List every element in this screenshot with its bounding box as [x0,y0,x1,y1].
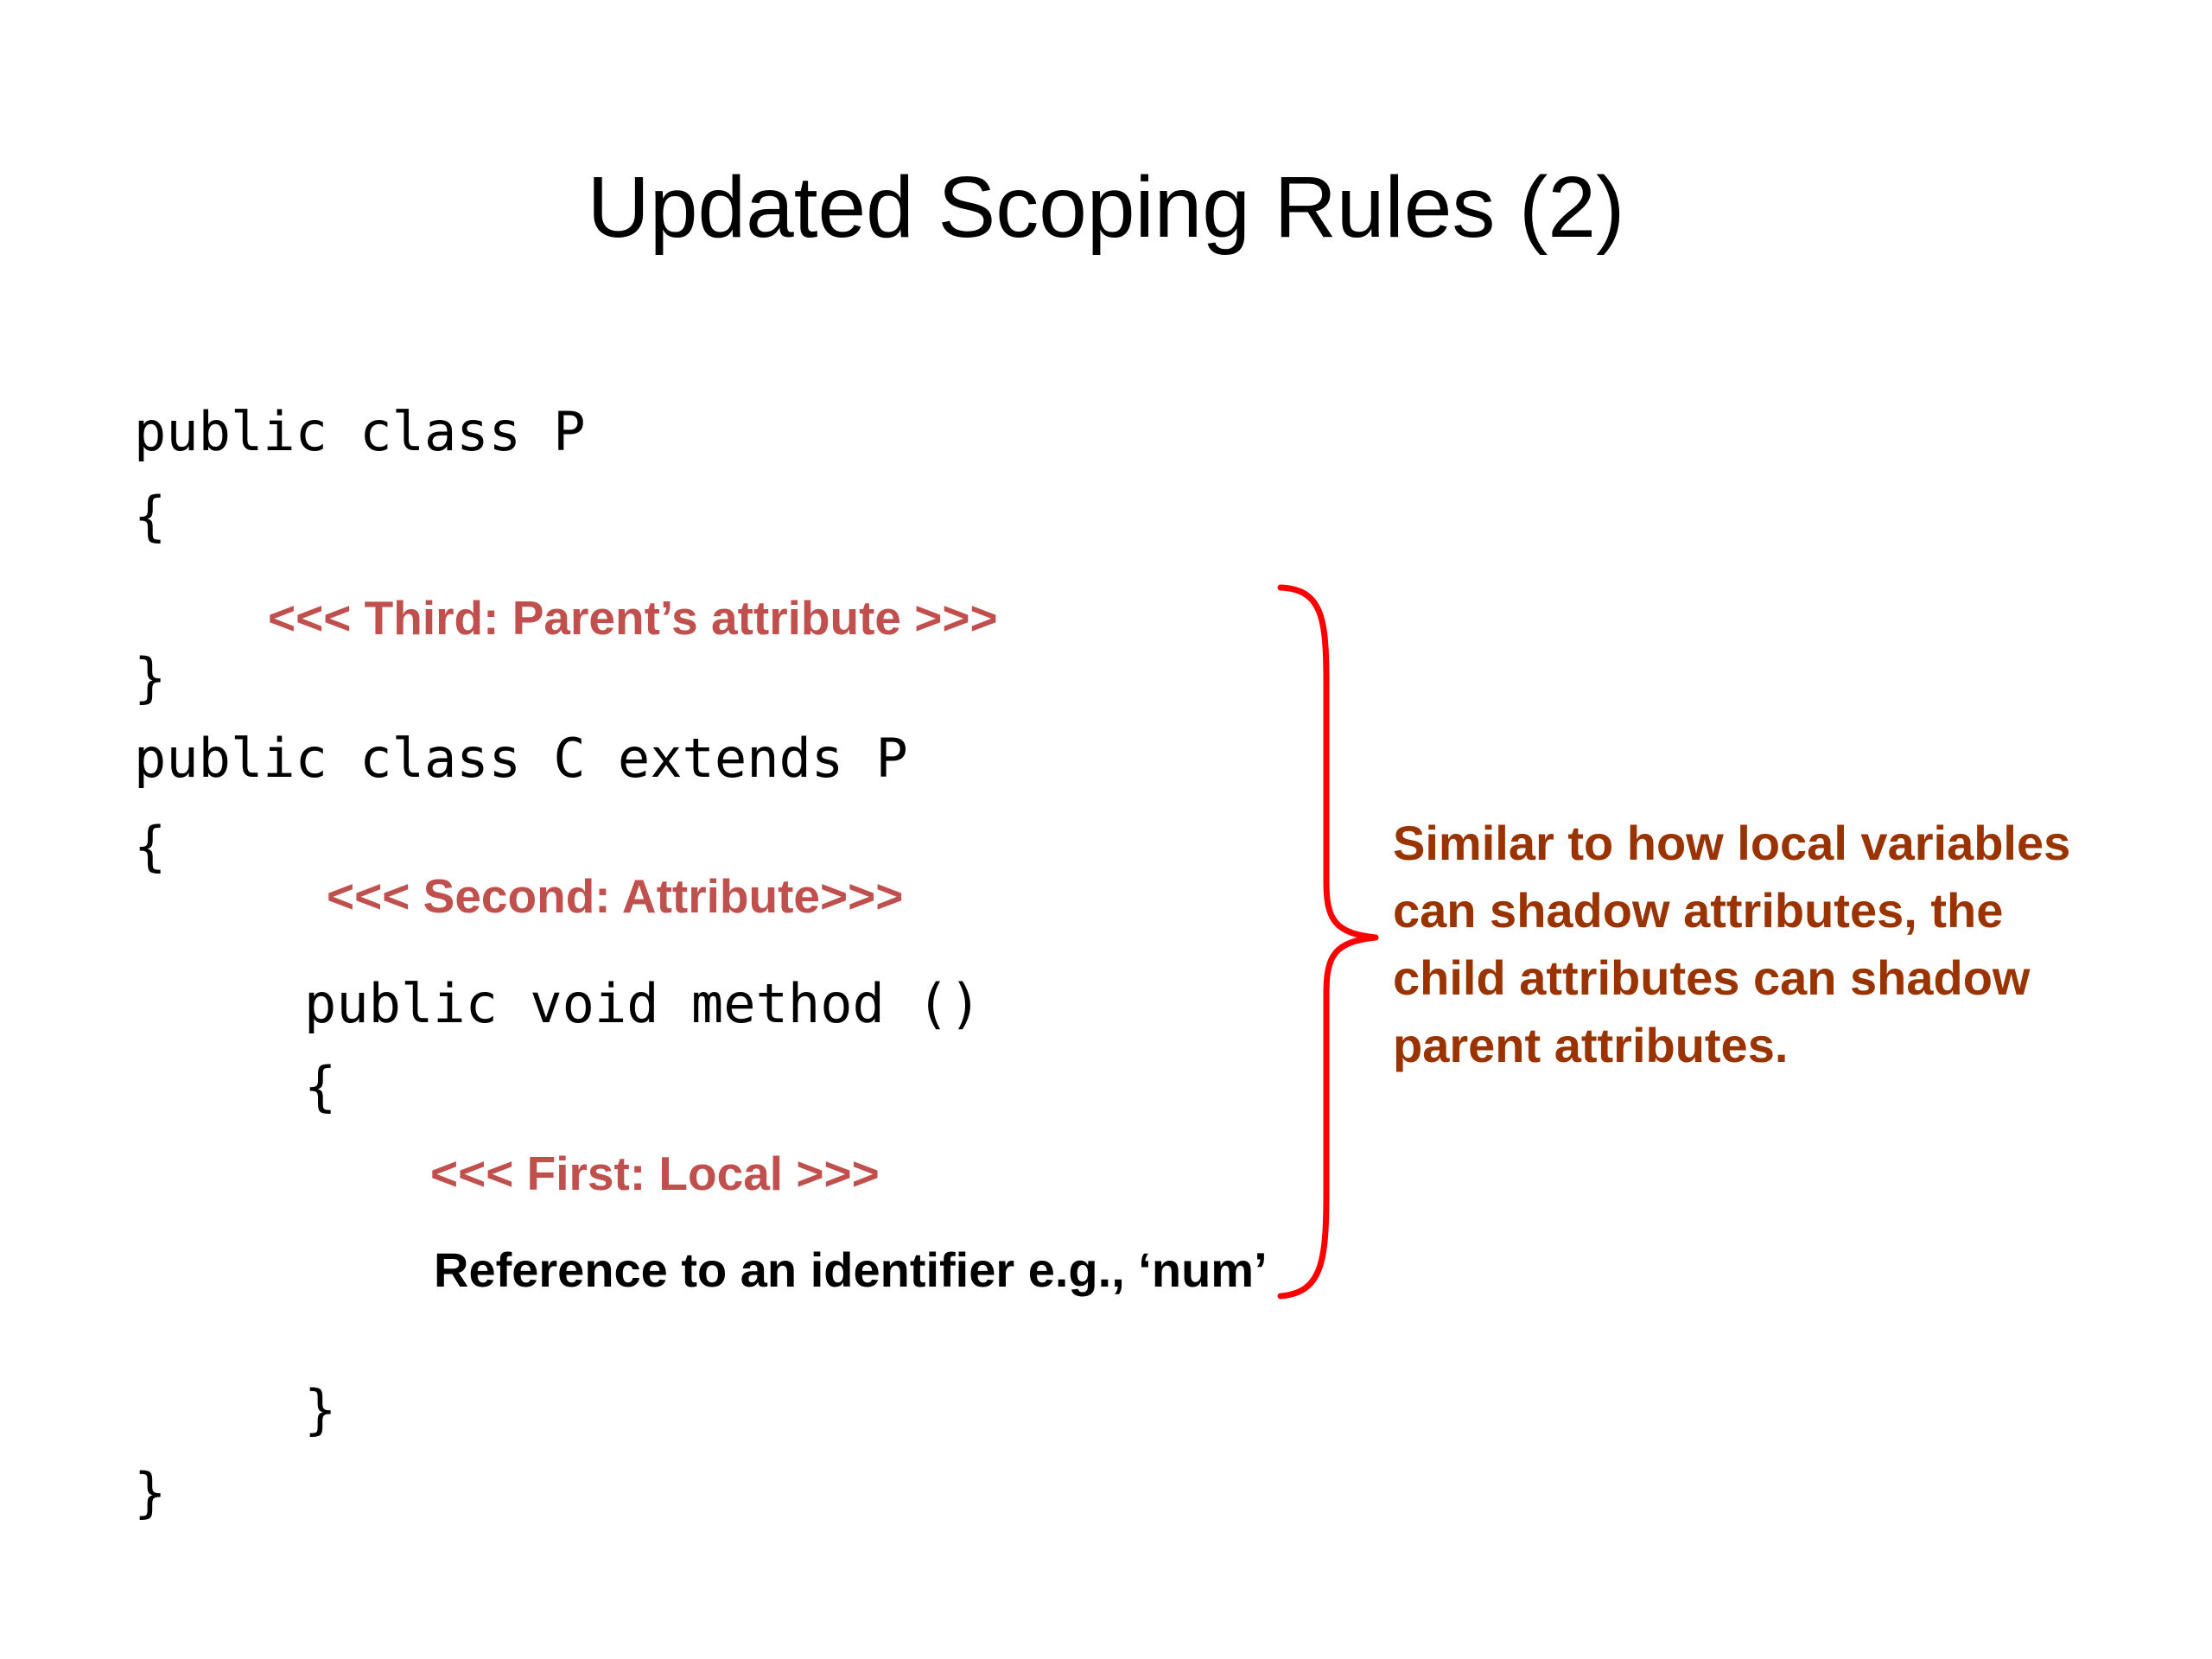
annotation-second-attribute: <<< Second: Attribute>>> [327,869,904,923]
note-line: child attributes can shadow [1393,950,2031,1005]
note-line: Similar to how local variables [1393,816,2071,870]
note-line: can shadow attributes, the [1393,883,2004,938]
code-method-open-brace: { [304,1055,337,1118]
code-child-open-brace: { [134,815,167,878]
annotation-first-local: <<< First: Local >>> [430,1147,880,1200]
code-parent-close-brace: } [134,646,167,709]
code-child-close-brace: } [134,1461,167,1524]
code-child-class-declaration: public class C extends P [134,727,908,790]
code-parent-open-brace: { [134,485,167,548]
slide-title: Updated Scoping Rules (2) [587,159,1625,256]
code-parent-class-declaration: public class P [134,400,586,463]
code-method-close-brace: } [304,1378,337,1441]
note-line: parent attributes. [1393,1018,1789,1072]
annotation-third-parent-attribute: <<< Third: Parent’s attribute >>> [268,591,998,645]
code-method-declaration: public void method () [304,972,982,1035]
curly-brace-icon [1262,579,1391,1305]
shadowing-explanation-note [1393,810,2171,1079]
reference-identifier-text: Reference to an identifier e.g., ‘num’ [434,1243,1268,1297]
